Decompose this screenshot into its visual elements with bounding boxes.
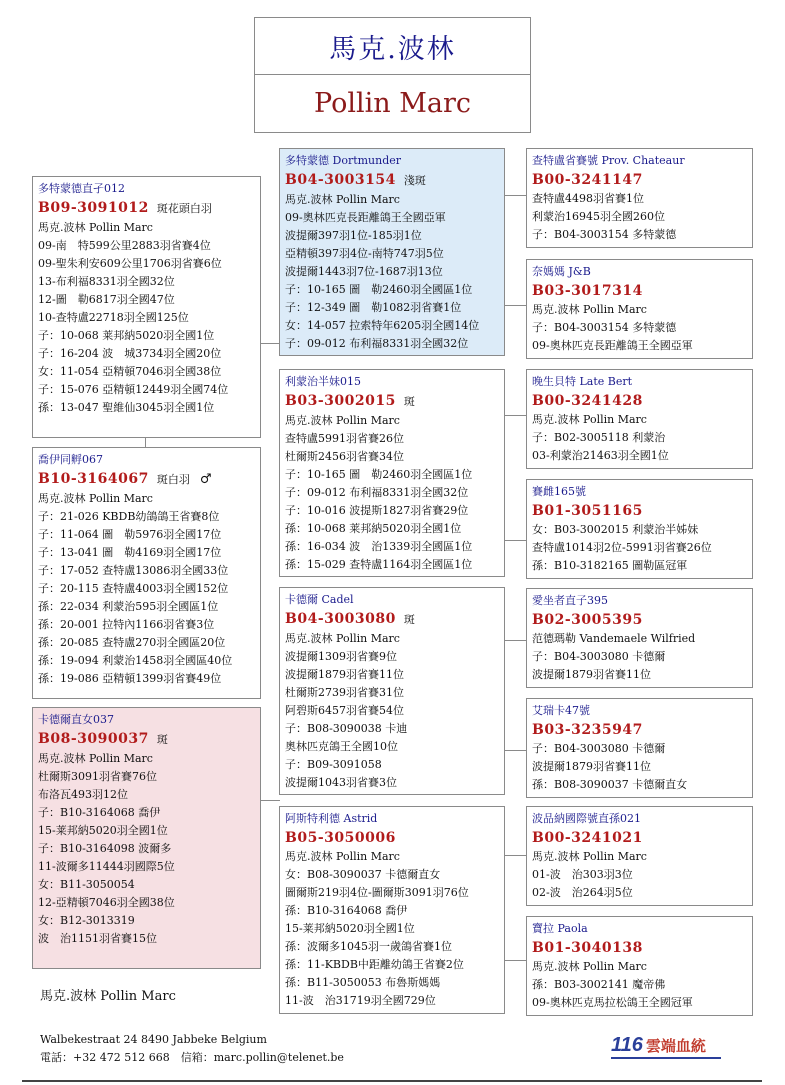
info-line: 孫：20-001 拉特內1166羽省賽3位 <box>38 618 215 631</box>
ring-number: B05-3050006 <box>285 830 396 846</box>
info-line: 孫：B08-3090037 卡德爾直女 <box>532 778 688 791</box>
ring-number: B10-3164067 <box>38 471 149 487</box>
info-line: 查特盧5991羽省賽26位 <box>285 432 404 445</box>
info-line: 11-波 治31719羽全國729位 <box>285 994 436 1007</box>
pedigree-card-dam <box>279 369 505 577</box>
info-line: 子：B04-3003154 多特蒙德 <box>532 228 677 241</box>
pigeon-name: 多特蒙德 Dortmunder <box>285 154 402 167</box>
info-line: 子：B10-3164098 波爾多 <box>38 842 172 855</box>
footer-divider <box>22 1080 762 1082</box>
male-symbol-icon: ♂ <box>199 472 212 487</box>
pedigree-card-cadel-dam <box>526 698 753 798</box>
info-line: 03-利蒙治21463羽全國1位 <box>532 449 669 462</box>
info-line: 12-圖 勒6817羽全國47位 <box>38 293 175 306</box>
info-line: 15-莱邦納5020羽全國1位 <box>285 922 415 935</box>
info-line: 子：12-349 圖 勒1082羽省賽1位 <box>285 301 462 314</box>
contact-text: 電話：+32 472 512 668 信箱：marc.pollin@telenet.be <box>40 1051 344 1064</box>
info-line: 子：16-204 波 城3734羽全國20位 <box>38 347 222 360</box>
info-line: 子：17-052 查特盧13086羽全國33位 <box>38 564 229 577</box>
pigeon-name: 寶拉 Paola <box>532 922 588 935</box>
info-line: 馬克.波林 Pollin Marc <box>285 850 400 863</box>
info-line: 子：09-012 布利福8331羽全國32位 <box>285 486 469 499</box>
info-line: 杜爾斯2739羽省賽31位 <box>285 686 404 699</box>
connector-line <box>260 800 280 801</box>
info-line: 子：B04-3003080 卡德爾 <box>532 742 666 755</box>
info-line: 孫：16-034 波 治1339羽全國區1位 <box>285 540 473 553</box>
pigeon-name: 阿斯特利德 Astrid <box>285 812 378 825</box>
info-line: 杜爾斯2456羽省賽34位 <box>285 450 404 463</box>
pedigree-card-subject <box>32 176 261 438</box>
pigeon-name: 波品納國際號直孫021 <box>532 812 641 825</box>
pigeon-name: 晚生貝特 Late Bert <box>532 375 633 388</box>
info-line: 15-莱邦納5020羽全國1位 <box>38 824 168 837</box>
info-line: 子：20-115 查特盧4003羽全國152位 <box>38 582 229 595</box>
info-line: 孫：B10-3182165 圖勒區冠軍 <box>532 559 688 572</box>
ring-number: B00-3241021 <box>532 830 643 846</box>
owner-name-chinese: 馬克.波林 <box>255 18 530 75</box>
info-line: 子：B02-3005118 利蒙治 <box>532 431 666 444</box>
logo-underline <box>611 1057 721 1059</box>
info-line: 孫：19-094 利蒙治1458羽全國區40位 <box>38 654 233 667</box>
info-line: 奧林匹克鴿王全國10位 <box>285 740 398 753</box>
info-line: 阿碧斯6457羽省賽54位 <box>285 704 404 717</box>
pigeon-name: 喬伊同孵067 <box>38 453 103 466</box>
color-note: 斑花頭白羽 <box>156 202 212 215</box>
color-note: 斑白羽 <box>156 473 190 486</box>
info-line: 02-波 治264羽5位 <box>532 886 633 899</box>
info-line: 亞精頓397羽4位-南特747羽5位 <box>285 247 444 260</box>
info-line: 01-波 治303羽3位 <box>532 868 633 881</box>
pedigree-card-sire-sire <box>526 148 753 248</box>
connector-line <box>504 855 526 856</box>
ring-number: B01-3051165 <box>532 503 643 519</box>
color-note: 斑 <box>403 395 415 408</box>
info-line: 女：B03-3002015 利蒙治半姊妹 <box>532 523 699 536</box>
info-line: 子：B09-3091058 <box>285 758 382 771</box>
color-note: 斑 <box>403 613 415 626</box>
info-line: 子：B04-3003080 卡德爾 <box>532 650 666 663</box>
pigeon-name: 利蒙治半妹015 <box>285 375 361 388</box>
pedigree-card-cadel <box>279 587 505 795</box>
info-line: 杜爾斯3091羽省賽76位 <box>38 770 157 783</box>
connector-line <box>504 305 526 306</box>
info-line: 波提爾1309羽省賽9位 <box>285 650 397 663</box>
owner-name-english: Pollin Marc <box>314 88 471 119</box>
info-line: 馬克.波林 Pollin Marc <box>285 632 400 645</box>
pedigree-card-dam-sire <box>526 369 753 469</box>
info-line: 孫：15-029 查特盧1164羽全國區1位 <box>285 558 473 571</box>
pedigree-card-cadel-sire <box>526 588 753 688</box>
ring-number: B03-3002015 <box>285 393 396 409</box>
connector-line <box>145 437 146 447</box>
connector-line <box>504 540 526 541</box>
pigeon-name: 多特蒙德直孑012 <box>38 182 125 195</box>
info-line: 13-布利福8331羽全國32位 <box>38 275 175 288</box>
info-line: 子：10-068 莱邦納5020羽全國1位 <box>38 329 215 342</box>
pedigree-card-astrid-dam <box>526 916 753 1016</box>
info-line: 09-奧林匹克馬拉松鴿王全國冠軍 <box>532 996 693 1009</box>
info-line: 孫：B10-3164068 喬伊 <box>285 904 408 917</box>
pigeon-name: 艾瑞卡47號 <box>532 704 590 717</box>
info-line: 圖爾斯219羽4位-圖爾斯3091羽76位 <box>285 886 469 899</box>
pigeon-name: 卡德爾直女037 <box>38 713 114 726</box>
pedigree-card-sire-dam <box>526 259 753 359</box>
info-line: 波提爾1879羽省賽11位 <box>285 668 404 681</box>
info-line: 波 治1151羽省賽15位 <box>38 932 157 945</box>
pedigree-card-sire <box>279 148 505 356</box>
info-line: 09-奧林匹克長距離鴿王全國亞軍 <box>285 211 446 224</box>
info-line: 子：B04-3003154 多特蒙德 <box>532 321 677 334</box>
info-line: 孫：11-KBDB中距離幼鴿王省賽2位 <box>285 958 464 971</box>
info-line: 馬克.波林 Pollin Marc <box>532 413 647 426</box>
info-line: 女：B12-3013319 <box>38 914 135 927</box>
color-note: 淺斑 <box>403 174 426 187</box>
info-line: 波提爾397羽1位-185羽1位 <box>285 229 422 242</box>
pedigree-card-daughter <box>32 707 261 969</box>
info-line: 子：B08-3090038 卡迪 <box>285 722 408 735</box>
info-line: 孫：B03-3002141 魔帝佛 <box>532 978 666 991</box>
info-line: 子：10-165 圖 勒2460羽全國區1位 <box>285 468 473 481</box>
info-line: 孫：19-086 亞精頓1399羽省賽49位 <box>38 672 222 685</box>
info-line: 馬克.波林 Pollin Marc <box>532 303 647 316</box>
info-line: 馬克.波林 Pollin Marc <box>285 414 400 427</box>
address-text: Walbekestraat 24 8490 Jabbeke Belgium <box>40 1033 267 1046</box>
info-line: 波提爾1043羽省賽3位 <box>285 776 397 789</box>
owner-signature: 馬克.波林 Pollin Marc <box>40 989 176 1004</box>
ring-number: B03-3235947 <box>532 722 643 738</box>
pigeon-name: 卡德爾 Cadel <box>285 593 354 606</box>
info-line: 孫：20-085 查特盧270羽全國區20位 <box>38 636 226 649</box>
ring-number: B03-3017314 <box>532 283 643 299</box>
info-line: 波提爾1879羽省賽11位 <box>532 760 651 773</box>
contact-footer <box>40 1031 344 1067</box>
info-line: 10-查特盧22718羽全國125位 <box>38 311 189 324</box>
ring-number: B04-3003154 <box>285 172 396 188</box>
info-line: 馬克.波林 Pollin Marc <box>532 850 647 863</box>
info-line: 孫：13-047 聖維仙3045羽全國1位 <box>38 401 215 414</box>
info-line: 11-波爾多11444羽國際5位 <box>38 860 175 873</box>
info-line: 09-南 特599公里2883羽省賽4位 <box>38 239 211 252</box>
info-line: 子：10-016 波提斯1827羽省賽29位 <box>285 504 469 517</box>
info-line: 布洛瓦493羽12位 <box>38 788 128 801</box>
ring-number: B02-3005395 <box>532 612 643 628</box>
pigeon-name: 賽雌165號 <box>532 485 586 498</box>
connector-line <box>504 750 526 751</box>
info-line: 子：15-076 亞精頓12449羽全國74位 <box>38 383 229 396</box>
pedigree-card-son <box>32 447 261 699</box>
info-line: 利蒙治16945羽全國260位 <box>532 210 665 223</box>
ring-number: B01-3040138 <box>532 940 643 956</box>
pigeon-name: 奈媽媽 J&B <box>532 265 591 278</box>
info-line: 查特盧4498羽省賽1位 <box>532 192 644 205</box>
info-line: 孫：22-034 利蒙治595羽全國區1位 <box>38 600 219 613</box>
pedigree-card-dam-dam <box>526 479 753 579</box>
pedigree-header <box>254 17 531 133</box>
info-line: 子：B10-3164068 喬伊 <box>38 806 161 819</box>
info-line: 馬克.波林 Pollin Marc <box>285 193 400 206</box>
connector-line <box>504 640 526 641</box>
info-line: 女：14-057 拉索特年6205羽全國14位 <box>285 319 480 332</box>
info-line: 馬克.波林 Pollin Marc <box>38 492 153 505</box>
connector-line <box>504 415 526 416</box>
logo-text: 雲端血統 <box>645 1036 706 1055</box>
info-line: 女：B11-3050054 <box>38 878 135 891</box>
info-line: 波提爾1879羽省賽11位 <box>532 668 651 681</box>
ring-number: B08-3090037 <box>38 731 149 747</box>
ring-number: B00-3241428 <box>532 393 643 409</box>
info-line: 查特盧1014羽2位-5991羽省賽26位 <box>532 541 712 554</box>
info-line: 馬克.波林 Pollin Marc <box>532 960 647 973</box>
pedigree-card-astrid-sire <box>526 806 753 906</box>
info-line: 波提爾1443羽7位-1687羽13位 <box>285 265 443 278</box>
info-line: 子：21-026 KBDB幼鴿鴿王省賽8位 <box>38 510 220 523</box>
info-line: 女：B08-3090037 卡德爾直女 <box>285 868 441 881</box>
connector-line <box>260 343 280 344</box>
info-line: 孫：10-068 莱邦納5020羽全國1位 <box>285 522 462 535</box>
info-line: 子：10-165 圖 勒2460羽全國區1位 <box>285 283 473 296</box>
connector-line <box>504 960 526 961</box>
info-line: 馬克.波林 Pollin Marc <box>38 221 153 234</box>
ring-number: B04-3003080 <box>285 611 396 627</box>
info-line: 子：11-064 圖 勒5976羽全國17位 <box>38 528 222 541</box>
pigeon-name: 愛坐者直子395 <box>532 594 608 607</box>
info-line: 孫：B11-3050053 布魯斯媽媽 <box>285 976 441 989</box>
ring-number: B09-3091012 <box>38 200 149 216</box>
pigeon-name: 查特盧省賽號 Prov. Chateaur <box>532 154 685 167</box>
info-line: 孫：波爾多1045羽一歲鴿省賽1位 <box>285 940 452 953</box>
connector-line <box>504 195 526 196</box>
info-line: 子：13-041 圖 勒4169羽全國17位 <box>38 546 222 559</box>
info-line: 范德瑪勒 Vandemaele Wilfried <box>532 632 696 645</box>
logo-number: 116 <box>611 1033 643 1056</box>
info-line: 馬克.波林 Pollin Marc <box>38 752 153 765</box>
info-line: 12-亞精頓7046羽全國38位 <box>38 896 175 909</box>
color-note: 斑 <box>156 733 168 746</box>
cloud-pedigree-logo <box>611 1030 721 1060</box>
pedigree-card-astrid <box>279 806 505 1014</box>
info-line: 09-聖朱利安609公里1706羽省賽6位 <box>38 257 222 270</box>
ring-number: B00-3241147 <box>532 172 643 188</box>
info-line: 09-奧林匹克長距離鴿王全國亞軍 <box>532 339 693 352</box>
info-line: 子：09-012 布利福8331羽全國32位 <box>285 337 469 350</box>
info-line: 女：11-054 亞精頓7046羽全國38位 <box>38 365 222 378</box>
